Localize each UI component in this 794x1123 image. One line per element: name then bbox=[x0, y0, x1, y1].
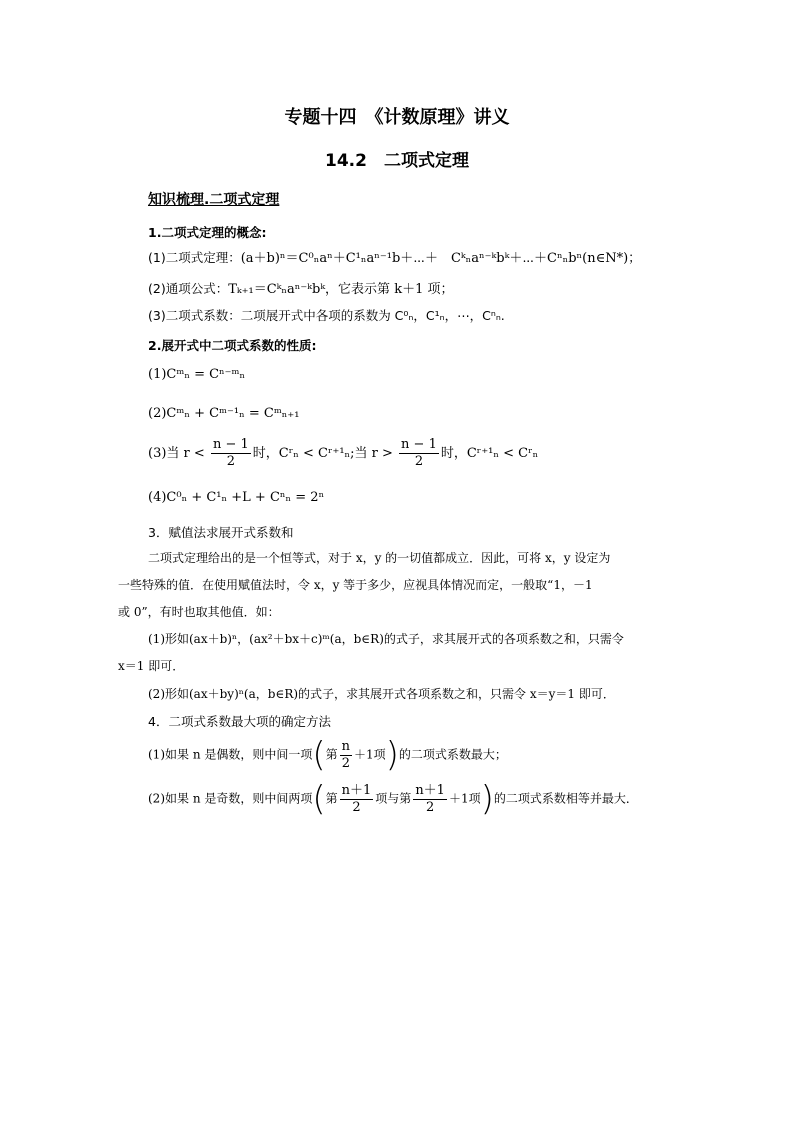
part4-item2-fraction-2 bbox=[413, 783, 447, 816]
part4-item1-pre: (1)如果 n 是偶数，则中间一项 bbox=[148, 747, 313, 762]
part1-item2-formula: Tₖ₊₁＝Cᵏₙaⁿ⁻ᵏbᵏ，它表示第 k＋1 项； bbox=[228, 282, 454, 297]
part1-heading: 1.二项式定理的概念: bbox=[148, 225, 267, 240]
part1-item2 bbox=[148, 278, 453, 297]
part4-item1-in-b: ＋1项 bbox=[354, 747, 386, 762]
property-3-fraction-1 bbox=[211, 437, 251, 470]
left-paren: ( bbox=[312, 779, 326, 819]
fraction-numerator: n − 1 bbox=[212, 437, 249, 452]
part4-item1-fraction bbox=[340, 739, 352, 772]
part1-item1-label: (1)二项式定理： bbox=[148, 250, 241, 265]
property-2: (2)Cᵐₙ + Cᵐ⁻¹ₙ = Cᵐₙ₊₁ bbox=[148, 406, 300, 421]
part3-para-line-1: 二项式定理给出的是一个恒等式，对于 x，y 的一切值都成立．因此，可将 x，y 设定为 bbox=[148, 551, 611, 565]
part3-heading: 3．赋值法求展开式系数和 bbox=[148, 525, 294, 540]
part3-para-line-2: 一些特殊的值．在使用赋值法时，令 x，y 等于多少，应视具体情况而定，一般取“1，－1 bbox=[118, 578, 593, 592]
part4-item2-post: 的二项式系数相等并最大． bbox=[493, 791, 638, 806]
page-title: 专题十四 《计数原理》讲义 bbox=[284, 107, 510, 128]
part4-item2-pre: (2)如果 n 是奇数，则中间两项 bbox=[148, 791, 313, 806]
fraction-denominator: 2 bbox=[426, 799, 435, 815]
part3-para-line-3: 或 0”，有时也取其他值．如： bbox=[118, 605, 280, 619]
section-title: 知识梳理.二项式定理 bbox=[148, 192, 280, 208]
fraction-numerator: n − 1 bbox=[401, 437, 437, 452]
fraction-denominator: 2 bbox=[352, 799, 361, 815]
part1-item1 bbox=[148, 247, 641, 266]
part1-item1-formula: (a＋b)ⁿ＝C⁰ₙaⁿ＋C¹ₙaⁿ⁻¹b＋⋯＋ Cᵏₙaⁿ⁻ᵏbᵏ＋⋯＋Cⁿₙbⁿ(n∈N*)； bbox=[240, 251, 642, 266]
right-paren: ) bbox=[385, 735, 399, 775]
part4-item1-post: 的二项式系数最大； bbox=[398, 747, 507, 762]
right-paren: ) bbox=[480, 779, 494, 819]
part3-item2: (2)形如(ax＋by)ⁿ(a，b∈R)的式子，求其展开式各项系数之和，只需令 x＝y＝1 即可． bbox=[148, 687, 615, 701]
part4-item2-in-b: 项与第 bbox=[375, 791, 412, 806]
property-3-part-b: 时，Cʳₙ < Cʳ⁺¹ₙ;当 r > bbox=[252, 446, 393, 461]
part4-item1 bbox=[148, 735, 507, 775]
part3-item1-line-1: (1)形如(ax＋b)ⁿ，(ax²＋bx＋c)ᵐ(a，b∈R)的式子，求其展开式的各项系数之和，只需令 bbox=[148, 632, 624, 646]
fraction-numerator: n＋1 bbox=[341, 782, 372, 798]
property-1: (1)Cᵐₙ = Cⁿ⁻ᵐₙ bbox=[148, 367, 246, 382]
part4-item2 bbox=[148, 779, 638, 819]
fraction-denominator: 2 bbox=[414, 454, 424, 469]
property-3 bbox=[148, 437, 538, 470]
part3-item1-line-2: x＝1 即可． bbox=[118, 659, 185, 673]
part1-item3: (3)二项式系数：二项展开式中各项的系数为 C⁰ₙ，C¹ₙ，⋯，Cⁿₙ. bbox=[148, 308, 505, 323]
part4-item2-in-c: ＋1项 bbox=[448, 791, 481, 806]
left-paren: ( bbox=[312, 735, 326, 775]
property-4: (4)C⁰ₙ + C¹ₙ +L + Cⁿₙ = 2ⁿ bbox=[148, 490, 325, 505]
property-3-part-a: (3)当 r < bbox=[148, 446, 205, 461]
part2-heading: 2.展开式中二项式系数的性质: bbox=[148, 338, 317, 353]
part4-item2-in-a: 第 bbox=[325, 791, 338, 806]
page-subtitle: 14.2 二项式定理 bbox=[325, 151, 469, 171]
part4-item2-fraction-1 bbox=[340, 783, 374, 816]
fraction-numerator: n＋1 bbox=[415, 782, 445, 798]
part1-item2-label: (2)通项公式： bbox=[148, 281, 229, 296]
part4-heading: 4．二项式系数最大项的确定方法 bbox=[148, 714, 331, 729]
fraction-numerator: n bbox=[341, 738, 351, 754]
fraction-denominator: 2 bbox=[341, 755, 350, 771]
fraction-denominator: 2 bbox=[226, 454, 235, 469]
property-3-part-c: 时，Cʳ⁺¹ₙ < Cʳₙ bbox=[440, 446, 539, 461]
part4-item1-in-a: 第 bbox=[325, 747, 338, 762]
property-3-fraction-2 bbox=[399, 437, 439, 470]
